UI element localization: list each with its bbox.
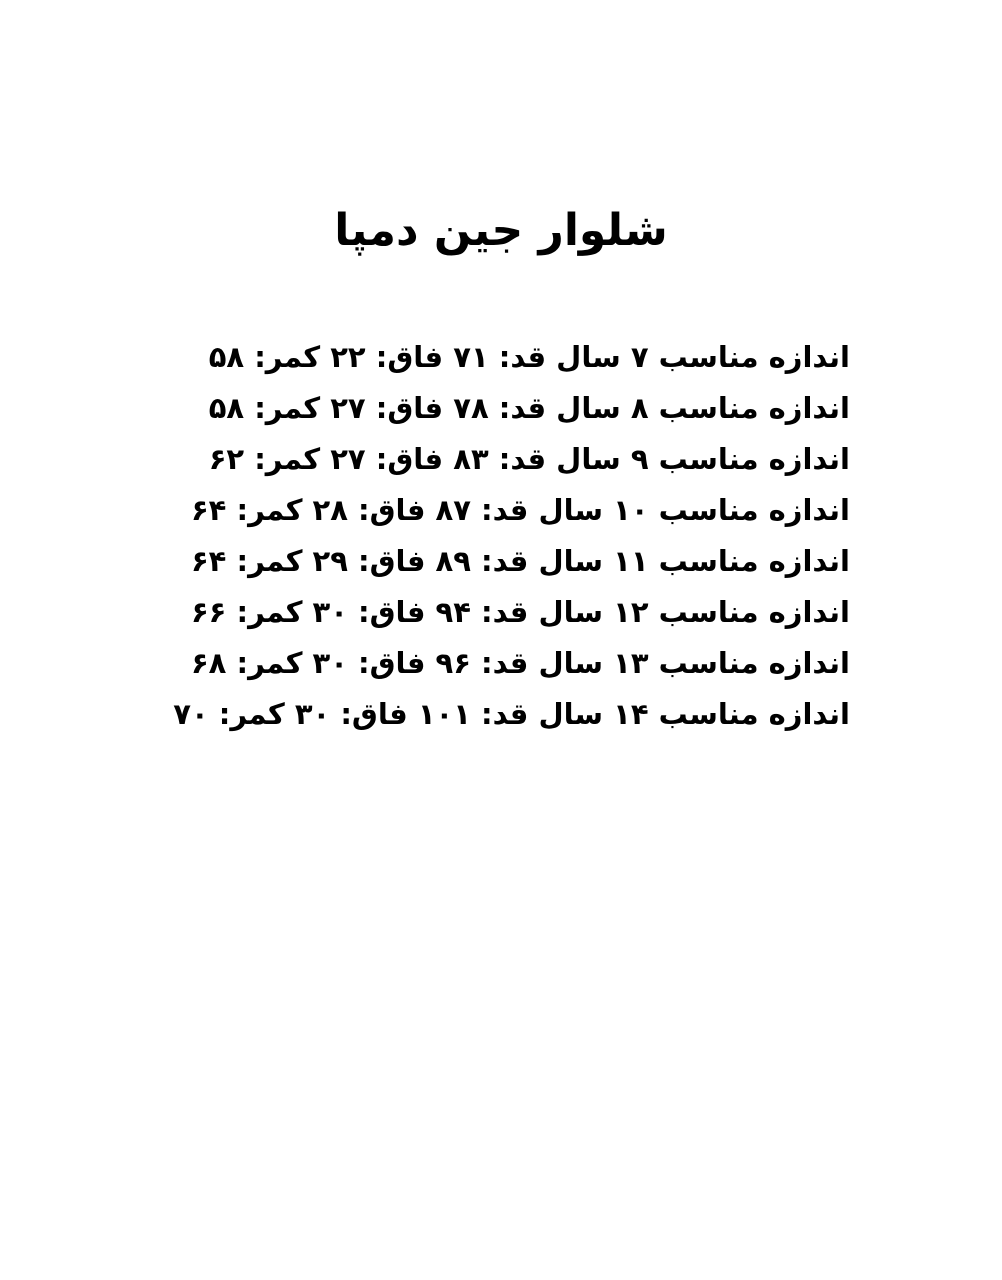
size-list	[150, 332, 850, 740]
size-row: اندازه مناسب ۸ سال قد: ۷۸ فاق: ۲۷ کمر: ۵۸	[208, 391, 850, 425]
size-row: اندازه مناسب ۹ سال قد: ۸۳ فاق: ۲۷ کمر: ۶۲	[208, 442, 850, 476]
size-row: اندازه مناسب ۱۳ سال قد: ۹۶ فاق: ۳۰ کمر: ۶۸	[190, 646, 850, 680]
size-row: اندازه مناسب ۱۰ سال قد: ۸۷ فاق: ۲۸ کمر: ۶۴	[190, 493, 850, 527]
size-row: اندازه مناسب ۱۴ سال قد: ۱۰۱ فاق: ۳۰ کمر: ۷۰	[173, 697, 850, 731]
size-row: اندازه مناسب ۱۱ سال قد: ۸۹ فاق: ۲۹ کمر: ۶۴	[190, 544, 850, 578]
size-row: اندازه مناسب ۱۲ سال قد: ۹۴ فاق: ۳۰ کمر: ۶۶	[190, 595, 850, 629]
page-title: شلوار جین دمپا	[334, 205, 668, 256]
size-row: اندازه مناسب ۷ سال قد: ۷۱ فاق: ۲۲ کمر: ۵۸	[208, 340, 850, 374]
